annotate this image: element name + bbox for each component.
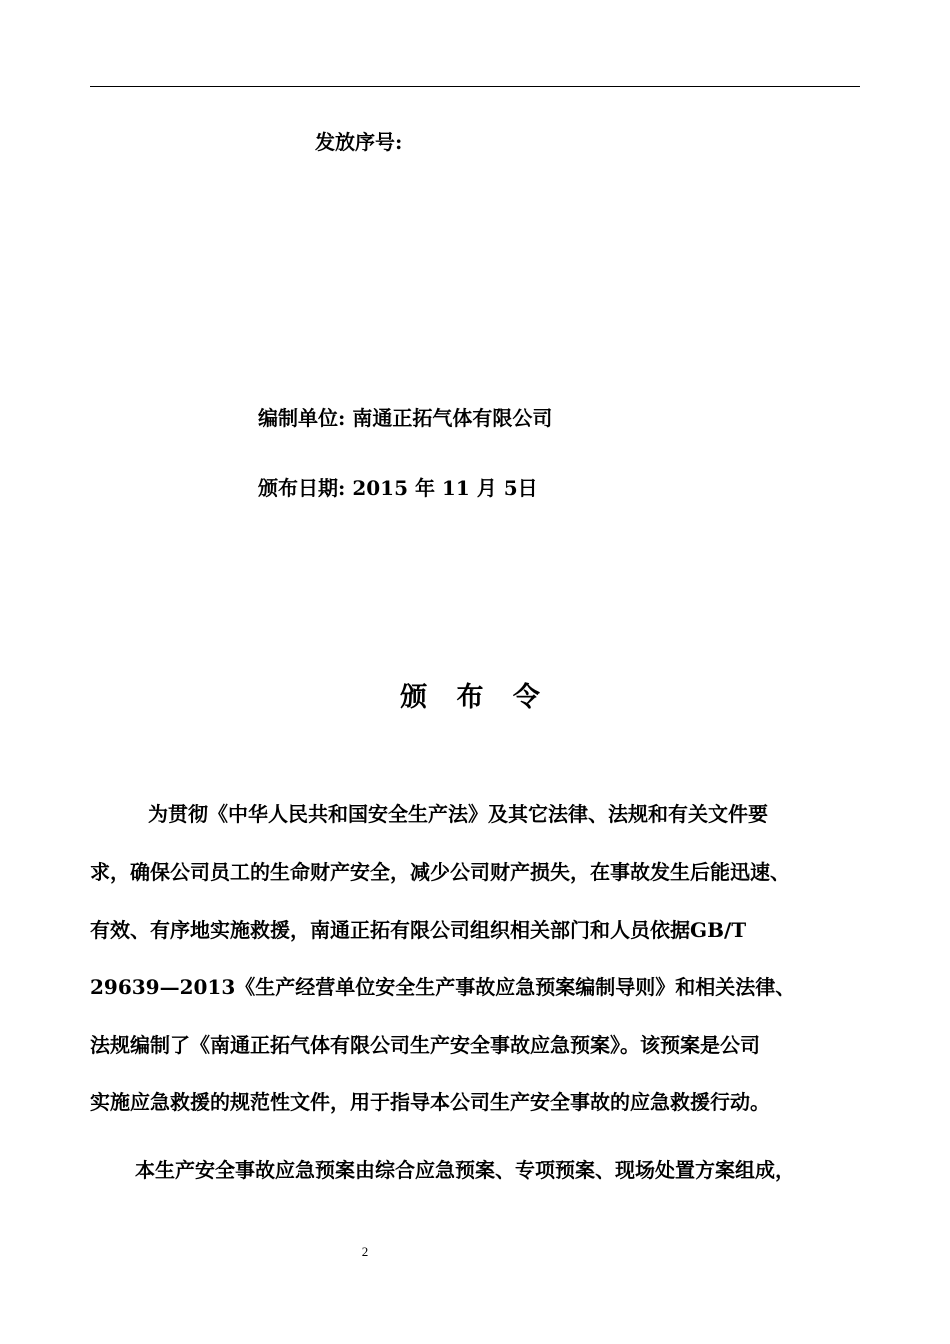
paragraph-1-line-6: 实施应急救援的规范性文件，用于指导本公司生产安全事故的应急救援行动。 xyxy=(90,1090,770,1114)
paragraph-1-line-5: 法规编制了《南通正拓气体有限公司生产安全事故应急预案》。该预案是公司 xyxy=(90,1033,760,1057)
header-rule xyxy=(90,86,860,87)
paragraph-1-line-4: 29639—2013《生产经营单位安全生产事故应急预案编制导则》和相关法律、 xyxy=(90,975,796,999)
page-number: 2 xyxy=(361,1244,369,1259)
issue-date: 颁布日期: 2015 年 11 月 5日 xyxy=(258,476,538,500)
paragraph-1-line-2: 求，确保公司员工的生命财产安全，减少公司财产损失，在事故发生后能迅速、 xyxy=(90,860,790,884)
compiling-unit: 编制单位: 南通正拓气体有限公司 xyxy=(258,406,553,430)
paragraph-1-line-3: 有效、有序地实施救援，南通正拓有限公司组织相关部门和人员依据GB/T xyxy=(90,918,747,942)
paragraph-1-line-1: 为贯彻《中华人民共和国安全生产法》及其它法律、法规和有关文件要 xyxy=(148,802,768,826)
decree-title: 颁 布 令 xyxy=(400,682,550,713)
issue-number-label: 发放序号: xyxy=(315,130,403,154)
paragraph-2-line-1: 本生产安全事故应急预案由综合应急预案、专项预案、现场处置方案组成， xyxy=(135,1158,795,1182)
